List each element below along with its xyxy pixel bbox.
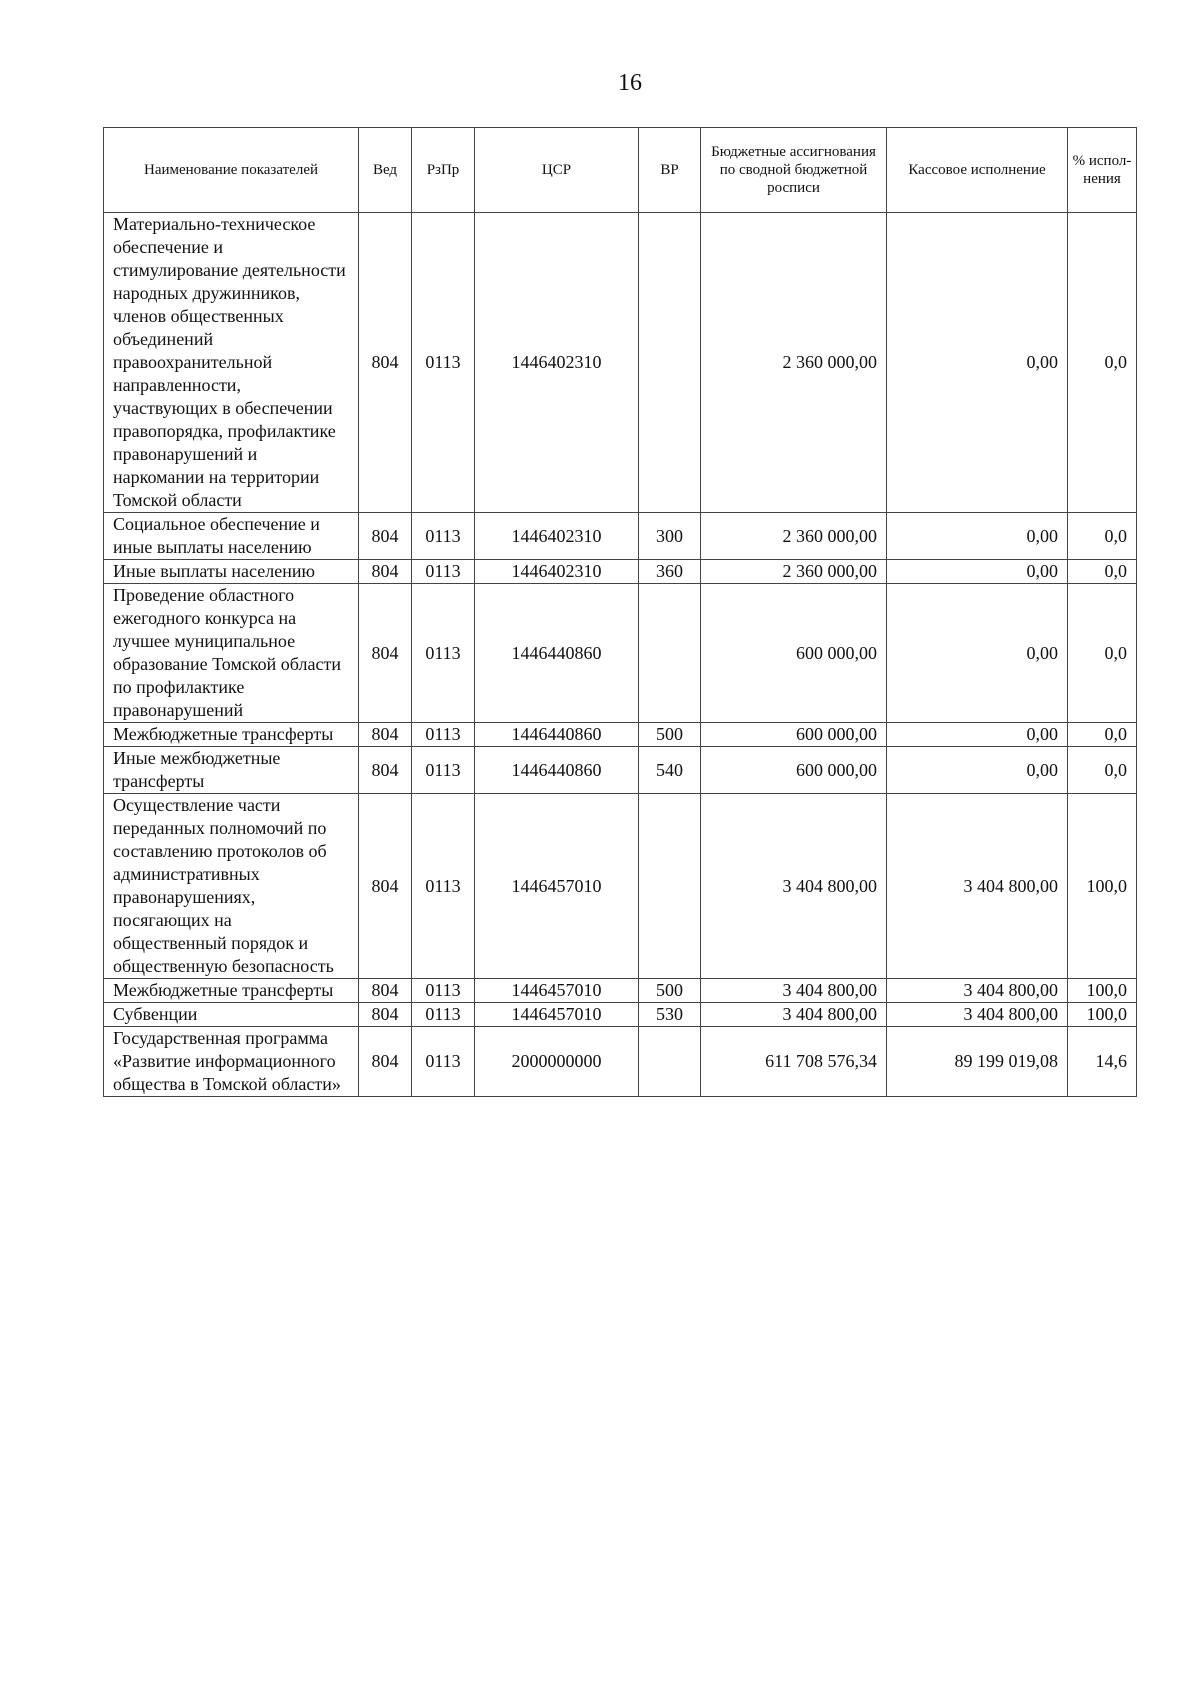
row-name: Государственная программа «Развитие информационного общества в Томской области»	[104, 1027, 359, 1097]
row-percent-execution: 0,0	[1068, 723, 1137, 747]
row-vr: 300	[639, 513, 701, 560]
row-cash-execution: 0,00	[887, 560, 1068, 584]
header-ved: Вед	[359, 128, 412, 213]
row-csr: 1446457010	[475, 1003, 639, 1027]
row-csr: 1446402310	[475, 560, 639, 584]
row-percent-execution: 0,0	[1068, 747, 1137, 794]
row-name: Осуществление части переданных полномочий по составлению протоколов об административных правонарушениях, посягающих на общественный порядок и общественную безопасность	[104, 794, 359, 979]
table-row	[104, 1003, 1137, 1027]
table-row	[104, 1027, 1137, 1097]
row-csr: 1446440860	[475, 584, 639, 723]
header-percent-execution: % испол-нения	[1068, 128, 1137, 213]
header-vr: ВР	[639, 128, 701, 213]
row-assignments: 600 000,00	[701, 723, 887, 747]
header-name: Наименование показателей	[104, 128, 359, 213]
table-row	[104, 213, 1137, 513]
table-row	[104, 747, 1137, 794]
header-cash-execution: Кассовое исполнение	[887, 128, 1068, 213]
row-percent-execution: 0,0	[1068, 584, 1137, 723]
table-header-row	[104, 128, 1137, 213]
row-assignments: 2 360 000,00	[701, 560, 887, 584]
row-vr: 360	[639, 560, 701, 584]
row-rzpr: 0113	[412, 747, 475, 794]
row-percent-execution: 100,0	[1068, 794, 1137, 979]
row-ved: 804	[359, 723, 412, 747]
row-csr: 1446440860	[475, 747, 639, 794]
row-assignments: 3 404 800,00	[701, 979, 887, 1003]
row-ved: 804	[359, 794, 412, 979]
row-vr	[639, 584, 701, 723]
row-rzpr: 0113	[412, 560, 475, 584]
row-assignments: 2 360 000,00	[701, 213, 887, 513]
page-number: 16	[618, 70, 642, 96]
row-ved: 804	[359, 513, 412, 560]
row-name: Иные выплаты населению	[104, 560, 359, 584]
row-rzpr: 0113	[412, 1027, 475, 1097]
row-rzpr: 0113	[412, 513, 475, 560]
row-assignments: 3 404 800,00	[701, 794, 887, 979]
row-percent-execution: 0,0	[1068, 213, 1137, 513]
table-row	[104, 513, 1137, 560]
row-csr: 1446457010	[475, 979, 639, 1003]
row-ved: 804	[359, 747, 412, 794]
row-assignments: 2 360 000,00	[701, 513, 887, 560]
row-ved: 804	[359, 560, 412, 584]
row-csr: 1446457010	[475, 794, 639, 979]
row-csr: 1446440860	[475, 723, 639, 747]
row-percent-execution: 100,0	[1068, 1003, 1137, 1027]
row-percent-execution: 100,0	[1068, 979, 1137, 1003]
row-rzpr: 0113	[412, 794, 475, 979]
row-rzpr: 0113	[412, 213, 475, 513]
row-name: Субвенции	[104, 1003, 359, 1027]
header-csr: ЦСР	[475, 128, 639, 213]
row-name: Материально-техническое обеспечение и стимулирование деятельности народных дружинников, членов общественных объединений правоохранительной направленности, участвующих в обеспечении правопорядка, профилактике правонарушений и наркомании на территории Томской области	[104, 213, 359, 513]
row-vr	[639, 794, 701, 979]
row-vr: 540	[639, 747, 701, 794]
row-cash-execution: 0,00	[887, 513, 1068, 560]
row-ved: 804	[359, 1003, 412, 1027]
row-cash-execution: 89 199 019,08	[887, 1027, 1068, 1097]
table-row	[104, 560, 1137, 584]
table-row	[104, 723, 1137, 747]
row-rzpr: 0113	[412, 723, 475, 747]
table-row	[104, 794, 1137, 979]
table-row	[104, 584, 1137, 723]
row-ved: 804	[359, 1027, 412, 1097]
row-ved: 804	[359, 213, 412, 513]
row-csr: 1446402310	[475, 213, 639, 513]
row-assignments: 600 000,00	[701, 584, 887, 723]
row-percent-execution: 0,0	[1068, 513, 1137, 560]
row-ved: 804	[359, 979, 412, 1003]
row-percent-execution: 0,0	[1068, 560, 1137, 584]
row-rzpr: 0113	[412, 979, 475, 1003]
row-name: Межбюджетные трансферты	[104, 979, 359, 1003]
row-cash-execution: 3 404 800,00	[887, 1003, 1068, 1027]
header-rzpr: РзПр	[412, 128, 475, 213]
row-rzpr: 0113	[412, 584, 475, 723]
row-cash-execution: 0,00	[887, 584, 1068, 723]
row-rzpr: 0113	[412, 1003, 475, 1027]
row-assignments: 600 000,00	[701, 747, 887, 794]
row-csr: 2000000000	[475, 1027, 639, 1097]
row-assignments: 3 404 800,00	[701, 1003, 887, 1027]
row-assignments: 611 708 576,34	[701, 1027, 887, 1097]
row-vr	[639, 213, 701, 513]
row-vr: 530	[639, 1003, 701, 1027]
row-cash-execution: 0,00	[887, 723, 1068, 747]
row-percent-execution: 14,6	[1068, 1027, 1137, 1097]
row-name: Межбюджетные трансферты	[104, 723, 359, 747]
header-assignments: Бюджетные ассигнования по сводной бюджетной росписи	[701, 128, 887, 213]
table-row	[104, 979, 1137, 1003]
budget-execution-table	[103, 127, 1137, 1097]
row-ved: 804	[359, 584, 412, 723]
row-name: Социальное обеспечение и иные выплаты населению	[104, 513, 359, 560]
row-cash-execution: 3 404 800,00	[887, 794, 1068, 979]
row-vr	[639, 1027, 701, 1097]
row-vr: 500	[639, 979, 701, 1003]
row-cash-execution: 0,00	[887, 747, 1068, 794]
row-name: Проведение областного ежегодного конкурса на лучшее муниципальное образование Томской области по профилактике правонарушений	[104, 584, 359, 723]
row-cash-execution: 3 404 800,00	[887, 979, 1068, 1003]
row-name: Иные межбюджетные трансферты	[104, 747, 359, 794]
row-cash-execution: 0,00	[887, 213, 1068, 513]
row-csr: 1446402310	[475, 513, 639, 560]
row-vr: 500	[639, 723, 701, 747]
